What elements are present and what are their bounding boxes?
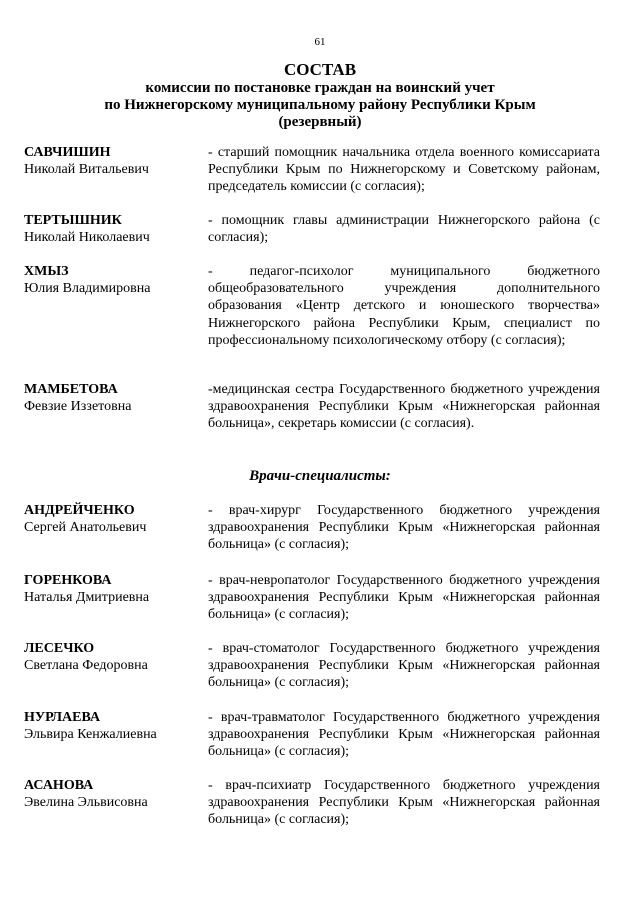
- member-surname: МАМБЕТОВА: [24, 382, 118, 397]
- member-name: [24, 263, 206, 349]
- member-entry-tertyshnik: [24, 212, 600, 246]
- specialist-entry-asanova: [24, 777, 600, 829]
- document-subtitle-line-2: по Нижнегорскому муниципальному району Республики Крым: [104, 97, 536, 113]
- specialists-heading: Врачи-специалисты:: [249, 468, 391, 484]
- member-role: - старший помощник начальника отдела военного комиссариата Республики Крым по Нижнегорскому и Советскому районам, председатель комиссии (с согласия);: [208, 145, 600, 195]
- member-given-name: Николай Николаевич: [24, 230, 150, 246]
- specialist-role: - врач-психиатр Государственного бюджетного учреждения здравоохранения Республики Крым «Нижнегорская районная больница» (с согласия);: [208, 778, 600, 828]
- member-entry-savchishin: [24, 144, 600, 196]
- specialist-entry-andreychenko: [24, 502, 600, 554]
- specialist-role: - врач-невропатолог Государственного бюджетного учреждения здравоохранения Республики Крым «Нижнегорская районная больница» (с согласия);: [208, 573, 600, 623]
- specialist-role: - врач-стоматолог Государственного бюджетного учреждения здравоохранения Республики Крым «Нижнегорская районная больница» (с согласия);: [208, 641, 600, 691]
- member-role: -медицинская сестра Государственного бюджетного учреждения здравоохранения Республики Крым «Нижнегорская районная больница», секретарь комиссии (с согласия).: [208, 382, 600, 432]
- specialist-name: [24, 777, 206, 829]
- specialist-given-name: Наталья Дмитриевна: [24, 590, 150, 606]
- document-subtitle-line-3: (резервный): [278, 114, 362, 130]
- member-role: - педагог-психолог муниципального бюджетного общеобразовательного учреждения дополнительного образования «Центр детского и юношеского творчества» Нижнегорского района Республики Крым, специалист по профессиональному психологическому отбору (с согласия);: [208, 264, 600, 348]
- specialist-given-name: Эвелина Эльвисовна: [24, 795, 148, 811]
- member-name: [24, 144, 206, 196]
- member-surname: САВЧИШИН: [24, 145, 111, 160]
- specialist-given-name: Сергей Анатольевич: [24, 520, 147, 536]
- specialist-given-name: Эльвира Кенжалиевна: [24, 727, 157, 743]
- document-subtitle-line-1: комиссии по постановке граждан на воинский учет: [145, 80, 495, 96]
- specialist-entry-gorenkova: [24, 572, 600, 624]
- member-surname: ТЕРТЫШНИК: [24, 213, 122, 228]
- member-entry-mambetova: [24, 381, 600, 433]
- member-given-name: Юлия Владимировна: [24, 281, 151, 297]
- member-surname: ХМЫЗ: [24, 264, 69, 279]
- specialist-surname: АНДРЕЙЧЕНКО: [24, 503, 135, 518]
- member-name: [24, 381, 206, 433]
- page-number: 61: [314, 36, 326, 48]
- specialist-name: [24, 640, 206, 692]
- member-given-name: Февзие Иззетовна: [24, 399, 132, 415]
- member-entry-khmyz: [24, 263, 600, 349]
- specialist-entry-nurlaeva: [24, 709, 600, 761]
- specialist-given-name: Светлана Федоровна: [24, 658, 148, 674]
- specialist-role: - врач-травматолог Государственного бюджетного учреждения здравоохранения Республики Крым «Нижнегорская районная больница» (с согласия);: [208, 710, 600, 760]
- document-title-block: [0, 60, 640, 131]
- member-given-name: Николай Витальевич: [24, 162, 149, 178]
- member-role: - помощник главы администрации Нижнегорского района (с согласия);: [208, 213, 600, 246]
- specialist-role: - врач-хирург Государственного бюджетного учреждения здравоохранения Республики Крым «Нижнегорская районная больница» (с согласия);: [208, 503, 600, 553]
- specialist-surname: ГОРЕНКОВА: [24, 573, 112, 588]
- specialist-surname: АСАНОВА: [24, 778, 94, 793]
- specialist-entry-lesechko: [24, 640, 600, 692]
- member-name: [24, 212, 206, 246]
- specialist-name: [24, 572, 206, 624]
- specialist-name: [24, 502, 206, 554]
- specialist-surname: НУРЛАЕВА: [24, 710, 101, 725]
- specialist-name: [24, 709, 206, 761]
- specialist-surname: ЛЕСЕЧКО: [24, 641, 95, 656]
- document-title: СОСТАВ: [283, 60, 357, 79]
